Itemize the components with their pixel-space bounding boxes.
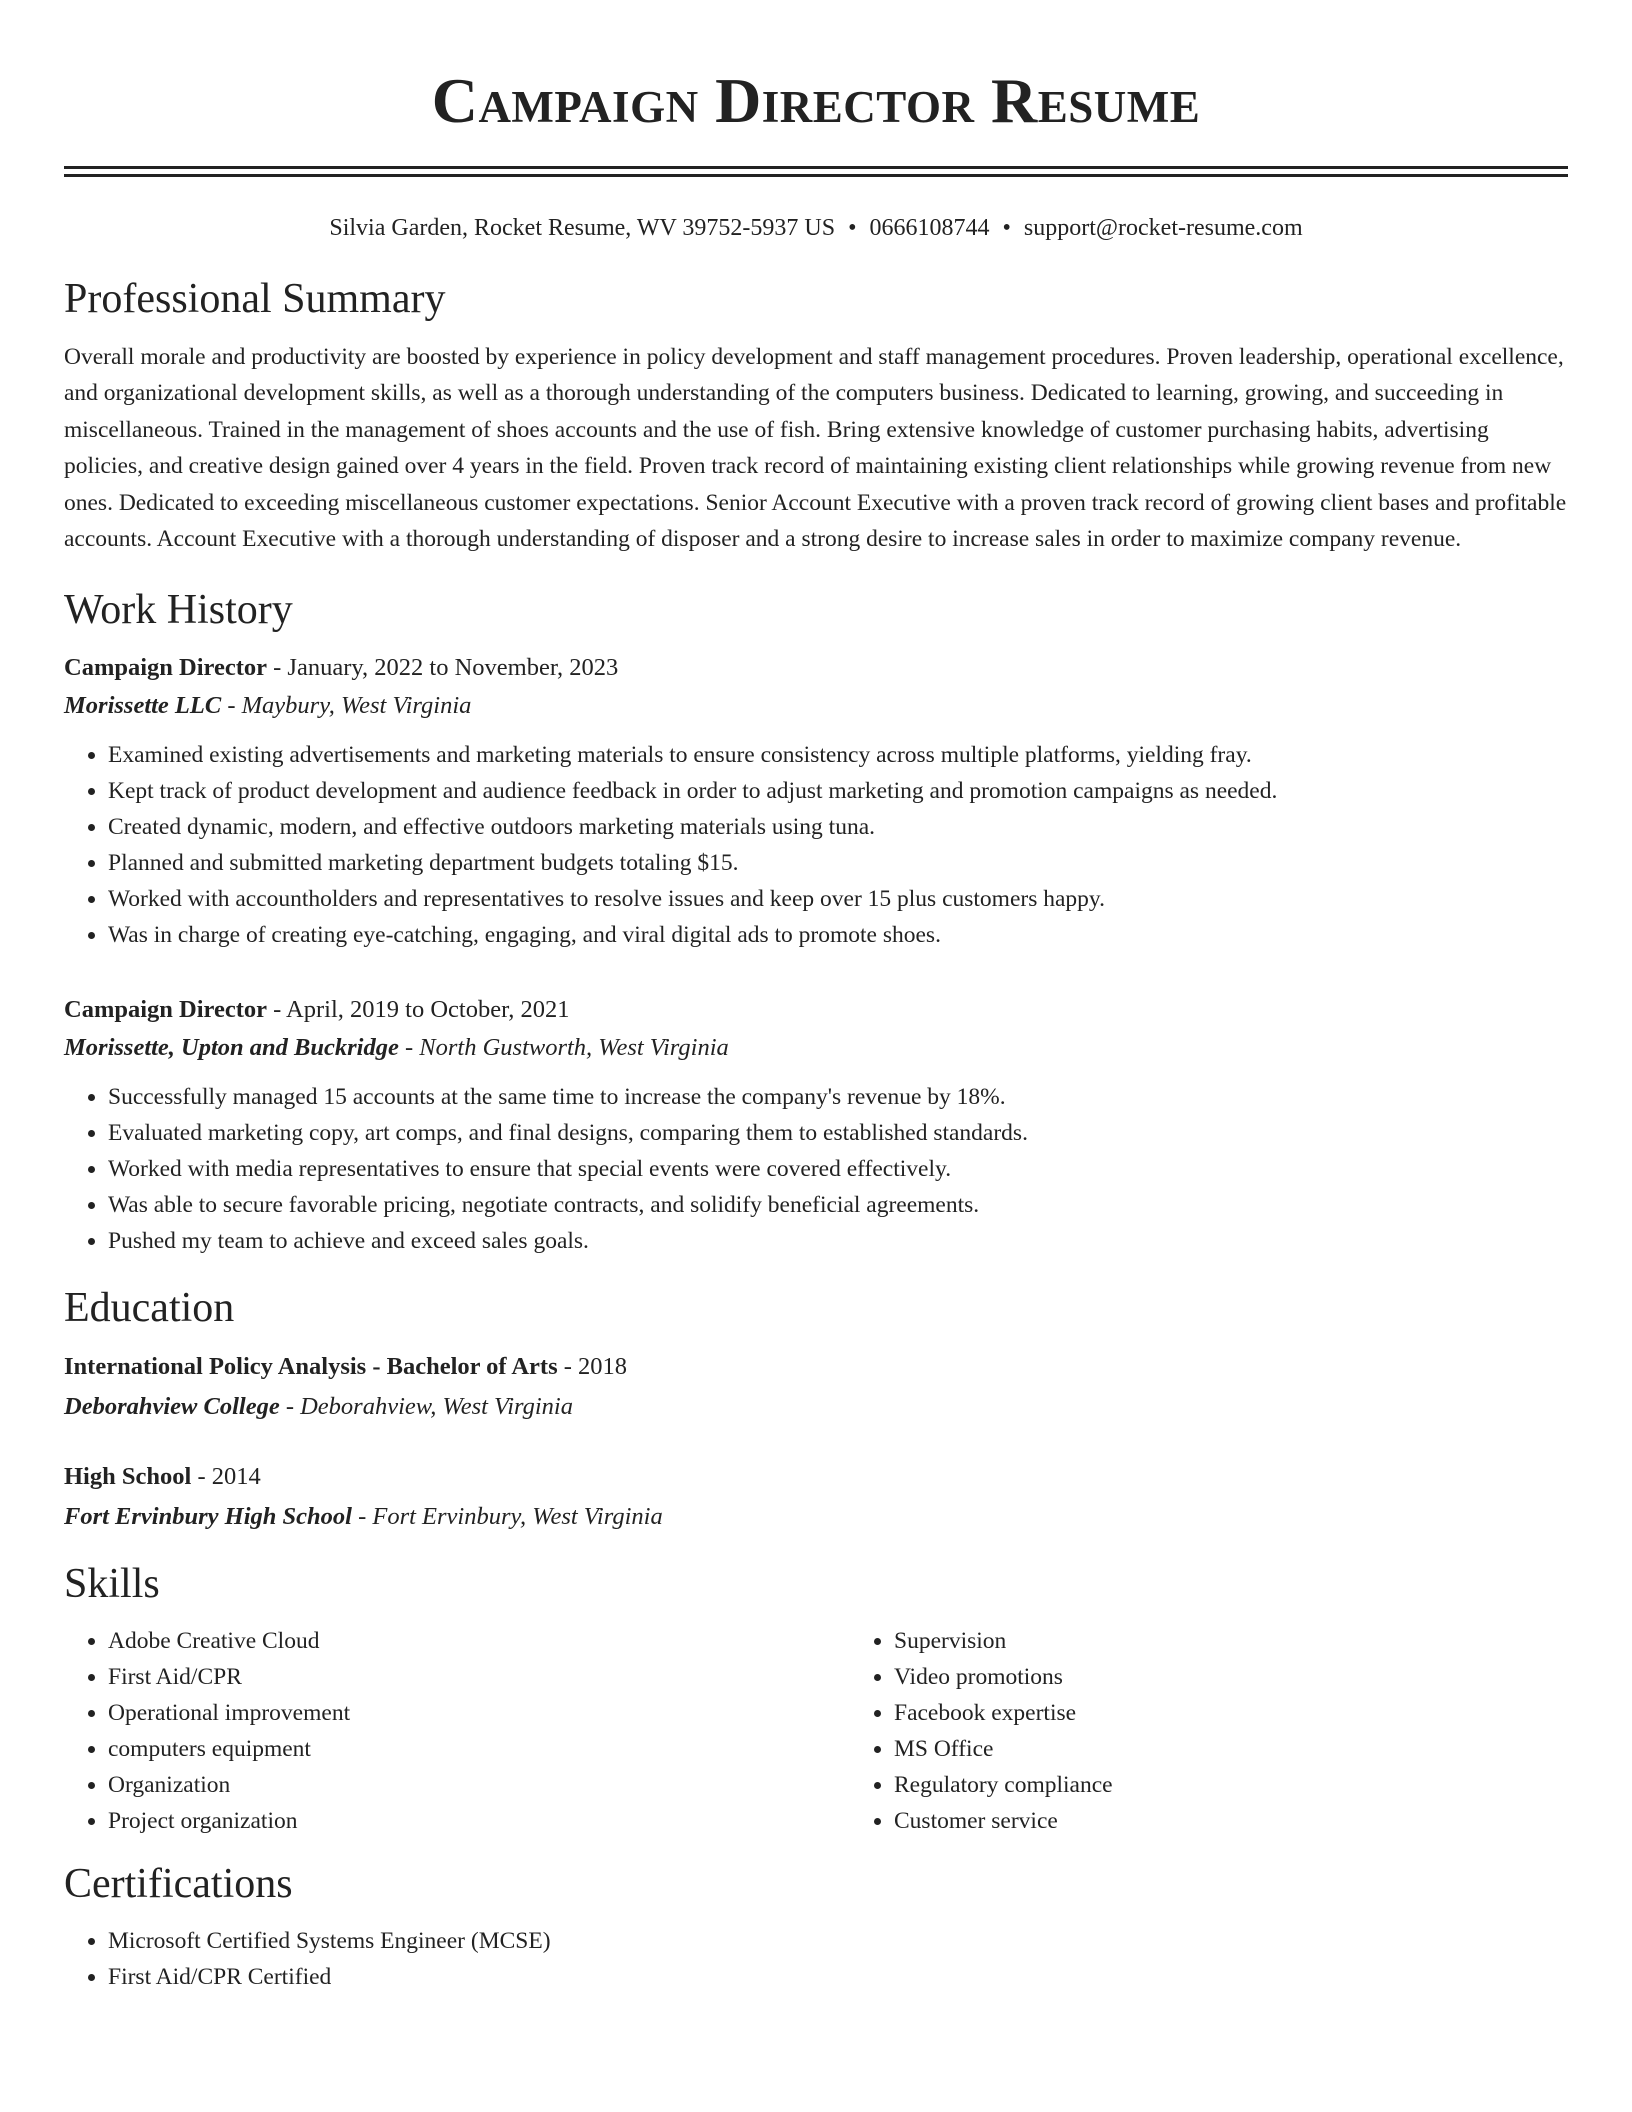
education-school-line	[64, 1387, 1568, 1427]
skill-item: • Facebook expertise	[894, 1695, 1632, 1731]
education-degree-line	[64, 1347, 1568, 1387]
job-company-line	[64, 687, 1568, 725]
job-title-line	[64, 991, 1568, 1029]
contact-separator: •	[848, 215, 857, 241]
list-item: • Was in charge of creating eye-catching, engaging, and viral digital ads to promote shoes.	[108, 917, 1568, 953]
certifications-heading: Certifications	[64, 1861, 293, 1908]
skill-item: • Video promotions	[894, 1659, 1632, 1695]
job-location: - North Gustworth, West Virginia	[398, 1034, 729, 1062]
education-school: Deborahview College	[64, 1393, 280, 1421]
list-item: • Evaluated marketing copy, art comps, and final designs, comparing them to established standards.	[108, 1115, 1568, 1151]
job-company-line	[64, 1029, 1568, 1067]
skills-grid	[64, 1623, 1568, 1839]
contact-separator: •	[1002, 215, 1011, 241]
education-school: Fort Ervinbury High School	[64, 1503, 352, 1531]
list-item: • Planned and submitted marketing department budgets totaling $15.	[108, 845, 1568, 881]
education-location: - Deborahview, West Virginia	[279, 1393, 573, 1421]
list-item: • Kept track of product development and audience feedback in order to adjust marketing and promotion campaigns as needed.	[108, 773, 1568, 809]
job-title-line	[64, 649, 1568, 687]
job-company: Morissette LLC	[64, 692, 222, 720]
education-entry	[64, 1347, 1568, 1427]
job-location: - Maybury, West Virginia	[221, 692, 472, 720]
contact-email: support@rocket-resume.com	[1023, 215, 1303, 241]
skill-item: • Operational improvement	[108, 1695, 850, 1731]
skills-heading: Skills	[64, 1561, 160, 1608]
list-item: • Worked with accountholders and representatives to resolve issues and keep over 15 plus customers happy.	[108, 881, 1568, 917]
list-item: • Was able to secure favorable pricing, negotiate contracts, and solidify beneficial agreements.	[108, 1187, 1568, 1223]
summary-text: Overall morale and productivity are boosted by experience in policy development and staff management procedures. Proven leadership, operational excellence, and organizational development skills, as well as a thorough understanding of the computers business. Dedicated to learning, growing, and succeeding in miscellaneous. Trained in the management of shoes accounts and the use of fish. Bring extensive knowledge of customer purchasing habits, advertising policies, and creative design gained over 4 years in the field. Proven track record of maintaining existing client relationships while growing revenue from new ones. Dedicated to exceeding miscellaneous customer expectations. Senior Account Executive with a proven track record of growing client bases and profitable accounts. Account Executive with a thorough understanding of disposer and a strong desire to increase sales in order to maximize company revenue.	[64, 344, 1567, 553]
contact-line	[64, 212, 1568, 244]
education-entry	[64, 1457, 1568, 1537]
skill-item: • MS Office	[894, 1731, 1632, 1767]
certifications-list	[64, 1923, 1568, 1995]
job-entry	[64, 649, 1568, 953]
skill-item: • Regulatory compliance	[894, 1767, 1632, 1803]
summary-heading: Professional Summary	[64, 276, 446, 322]
skills-column-right	[850, 1623, 1632, 1839]
certification-item: • First Aid/CPR Certified	[108, 1959, 1568, 1995]
education-heading: Education	[64, 1285, 235, 1332]
skill-item: • Project organization	[108, 1803, 850, 1839]
skill-item: • Adobe Creative Cloud	[108, 1623, 850, 1659]
education-school-line	[64, 1497, 1568, 1537]
job-bullets	[64, 737, 1568, 953]
job-dates: - January, 2022 to November, 2023	[267, 654, 619, 682]
contact-address: Silvia Garden, Rocket Resume, WV 39752-5937 US	[329, 215, 836, 241]
list-item: • Worked with media representatives to ensure that special events were covered effectively.	[108, 1151, 1568, 1187]
skills-column-left	[64, 1623, 850, 1839]
education-location: - Fort Ervinbury, West Virginia	[351, 1503, 663, 1531]
list-item: • Successfully managed 15 accounts at the same time to increase the company's revenue by 18%.	[108, 1079, 1568, 1115]
contact-phone: 0666108744	[869, 215, 990, 241]
education-year: - 2014	[191, 1463, 261, 1491]
list-item: • Created dynamic, modern, and effective outdoors marketing materials using tuna.	[108, 809, 1568, 845]
title-divider	[64, 166, 1568, 177]
list-item: • Examined existing advertisements and marketing materials to ensure consistency across multiple platforms, yielding fray.	[108, 737, 1568, 773]
skill-item: • First Aid/CPR	[108, 1659, 850, 1695]
job-title: Campaign Director	[64, 654, 267, 682]
list-item: • Pushed my team to achieve and exceed sales goals.	[108, 1223, 1568, 1259]
job-bullets	[64, 1079, 1568, 1259]
education-degree: High School	[64, 1463, 192, 1491]
work-history-heading: Work History	[64, 587, 293, 634]
skill-item: • Supervision	[894, 1623, 1632, 1659]
education-degree: International Policy Analysis - Bachelor of Arts	[64, 1353, 558, 1381]
skill-item: • Organization	[108, 1767, 850, 1803]
page-title: Campaign Director Resume	[431, 65, 1201, 136]
certification-item: • Microsoft Certified Systems Engineer (MCSE)	[108, 1923, 1568, 1959]
job-dates: - April, 2019 to October, 2021	[267, 996, 570, 1024]
job-title: Campaign Director	[64, 996, 267, 1024]
job-entry	[64, 991, 1568, 1259]
skill-item: • Customer service	[894, 1803, 1632, 1839]
job-company: Morissette, Upton and Buckridge	[64, 1034, 399, 1062]
education-year: - 2018	[557, 1353, 628, 1381]
education-degree-line	[64, 1457, 1568, 1497]
skill-item: • computers equipment	[108, 1731, 850, 1767]
